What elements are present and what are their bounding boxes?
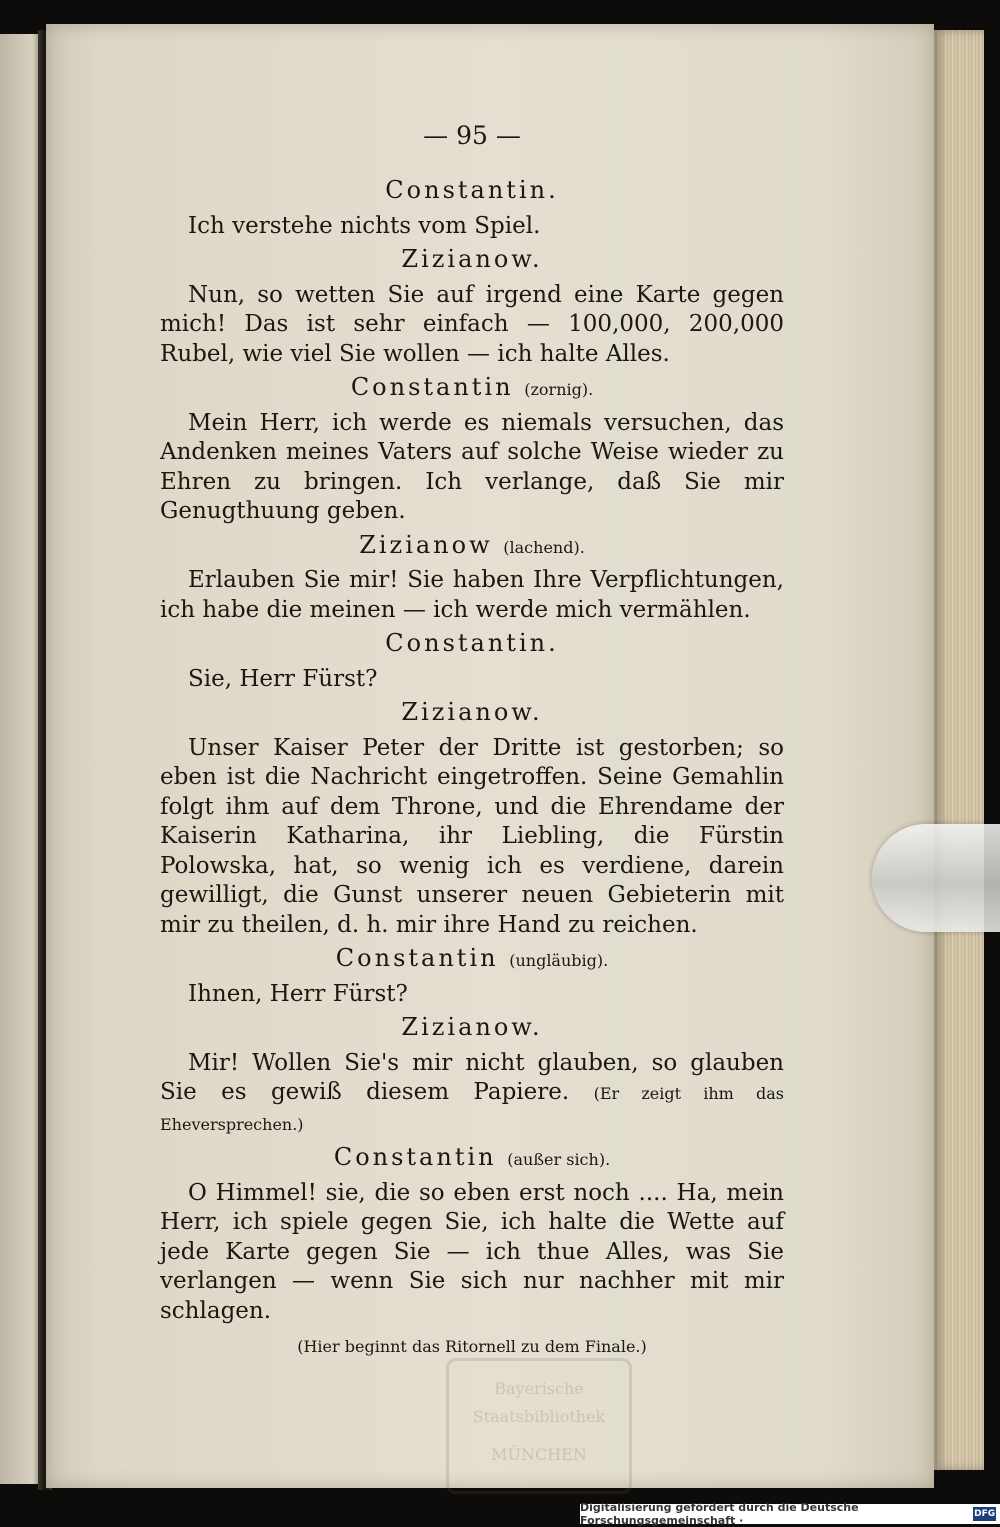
page-clip <box>872 824 1000 932</box>
speaker-heading: Constantin. <box>385 629 559 657</box>
speaker-heading: Constantin (außer sich). <box>333 1143 611 1171</box>
speaker-heading: Zizianow. <box>401 245 543 273</box>
dialogue-paragraph: O Himmel! sie, die so eben erst noch .... Ha, mein Herr, ich spiele gegen Sie, ich halte die Wette auf jede Karte gegen Sie — ich thue Alles, was Sie verlangen — wenn Sie sich nur nachher mit mir schlagen. <box>160 1179 784 1324</box>
dialogue-paragraph: Mein Herr, ich werde es niemals versuchen, das Andenken meines Vaters auf solche Weise wieder zu Ehren zu bringen. Ich verlange, daß Sie mir Genugthuung geben. <box>160 409 784 524</box>
page-number: — 95 — <box>423 121 521 150</box>
dialogue-paragraph: Erlauben Sie mir! Sie haben Ihre Verpflichtungen, ich habe die meinen — ich werde mich vermählen. <box>160 567 784 623</box>
dfg-logo-icon: DFG <box>974 1509 996 1519</box>
dialogue-paragraph: Mir! Wollen Sie's mir nicht glauben, so glauben Sie es gewiß diesem Papiere. (Er zeigt ihm das Eheversprechen.) <box>160 1049 784 1134</box>
dialogue-paragraph: Sie, Herr Fürst? <box>188 665 378 692</box>
page-text <box>160 118 784 1362</box>
speaker-heading: Constantin (ungläubig). <box>335 944 609 972</box>
page-edges <box>934 30 984 1470</box>
speaker-heading: Constantin (zornig). <box>350 373 594 401</box>
dialogue-paragraph: Nun, so wetten Sie auf irgend eine Karte gegen mich! Das ist sehr einfach — 100,000, 200,000 Rubel, wie viel Sie wollen — ich halte Alles. <box>160 281 784 367</box>
dialogue-paragraph: Unser Kaiser Peter der Dritte ist gestorben; so eben ist die Nachricht eingetroffen. Seine Gemahlin folgt ihm auf dem Throne, und die Ehrendame der Kaiserin Katharina, ihr Liebling, die Fürstin Polowska, hat, so wenig ich es verdiene, darein gewilligt, die Gunst unserer neuen Gebieterin mit mir zu theilen, d. h. mir ihre Hand zu reichen. <box>160 734 784 938</box>
speaker-heading: Zizianow. <box>401 1013 543 1041</box>
stage-direction: (Er zeigt ihm das Eheversprechen.) <box>160 1084 784 1134</box>
library-stamp: Bayerische Staatsbibliothek MÜNCHEN <box>446 1358 632 1494</box>
speaker-heading: Constantin. <box>385 176 559 204</box>
dialogue-paragraph: Ich verstehe nichts vom Spiel. <box>188 212 541 239</box>
dialogue-paragraph: Ihnen, Herr Fürst? <box>188 980 408 1007</box>
footer-credit: Digitalisierung gefördert durch die Deutsche Forschungsgemeinschaft · <box>580 1501 859 1527</box>
speaker-heading: Zizianow (lachend). <box>359 530 585 559</box>
footer-bar <box>580 1501 1000 1527</box>
stage-note: (Hier beginnt das Ritornell zu dem Finale.) <box>297 1337 647 1356</box>
speaker-heading: Zizianow. <box>401 698 543 726</box>
